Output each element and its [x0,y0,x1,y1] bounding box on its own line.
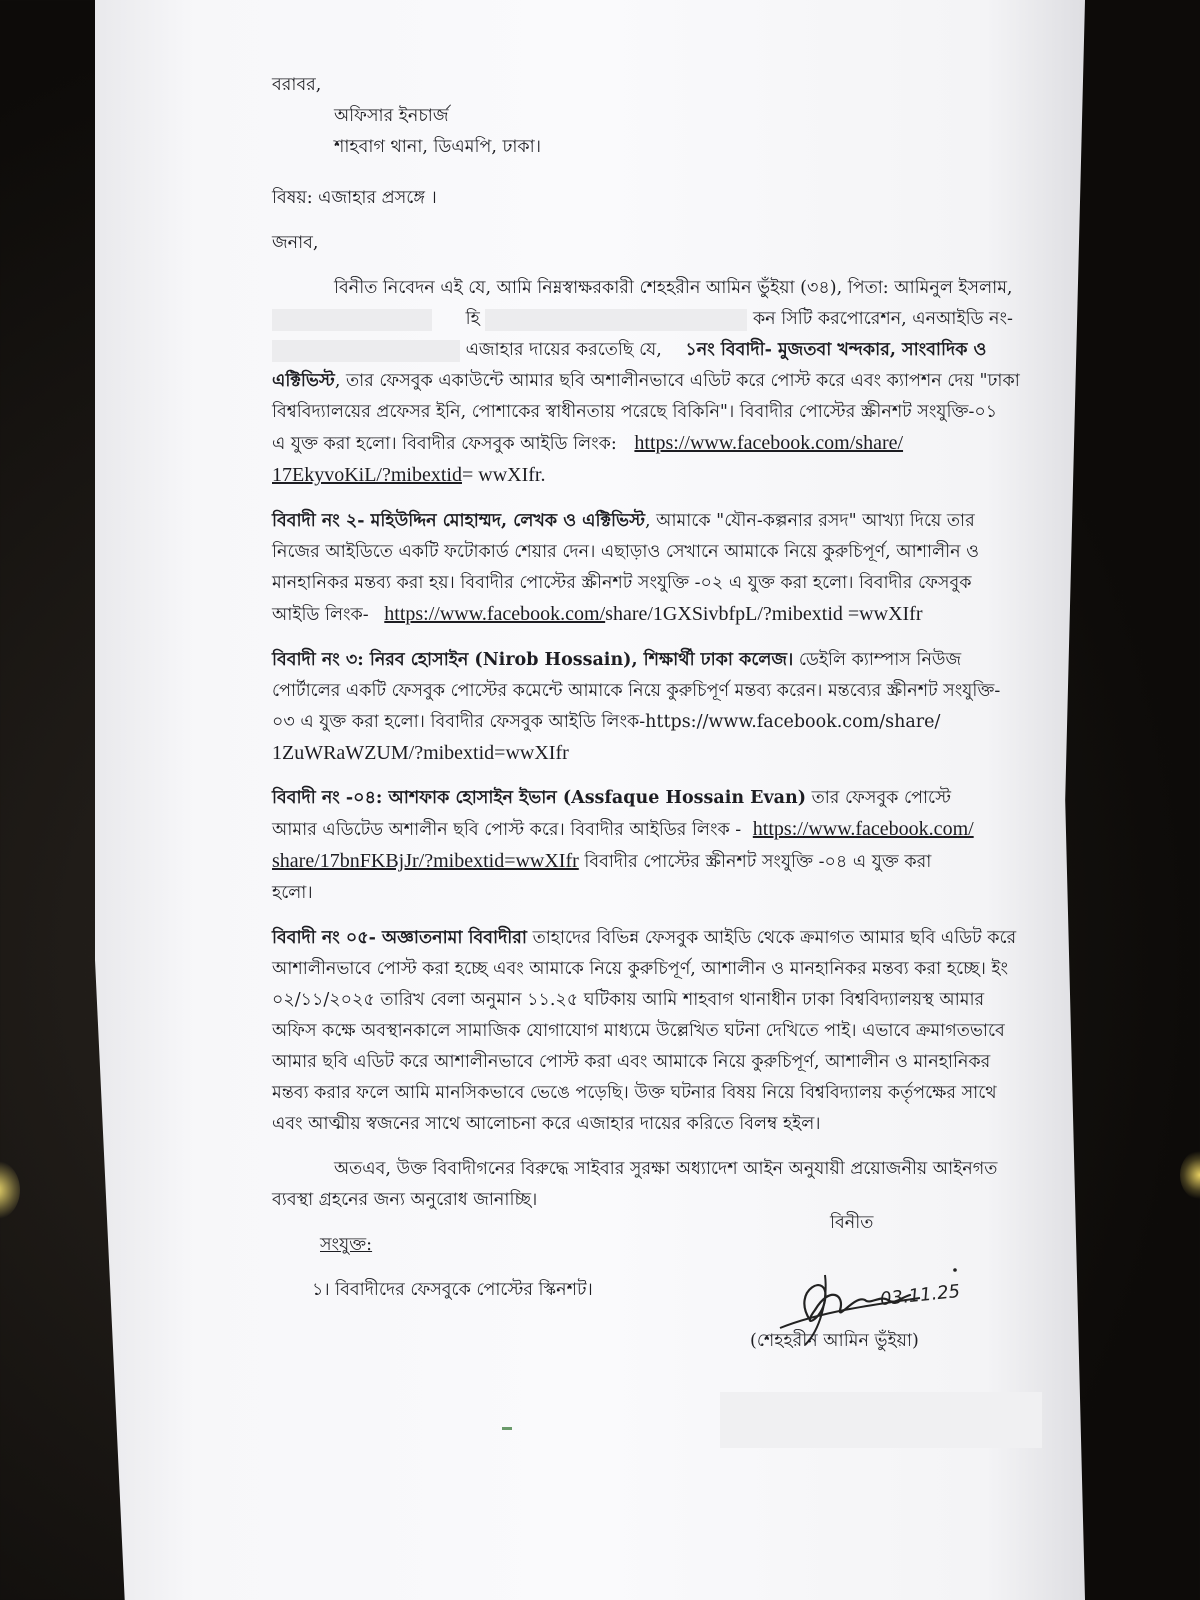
text-line: হলো। [272,883,313,903]
facebook-link[interactable]: https://www.facebook.com/ [752,818,974,840]
text-fragment: ডেইলি ক্যাম্পাস নিউজ [793,650,962,670]
text-line: আশালীনভাবে পোস্ট করা হচ্ছে এবং আমাকে নিয়ে কুরুচিপূর্ণ, আশালীন ও মানহানিকর মন্তব্য করা হচ্ছে। ইং [272,959,1009,979]
signature-date: 03.11.25 [879,1280,962,1311]
facebook-link[interactable]: 1ZuWRaWZUM/?mibextid=wwXIfr [272,742,569,764]
text-fragment: , আমাকে "যৌন-কল্পনার রসদ" আখ্যা দিয়ে তার [644,511,975,531]
paragraph-request [272,1154,1062,1216]
text-line: বিনীত নিবেদন এই যে, আমি নিম্নস্বাক্ষরকারী শেহহরীন আমিন ভুঁইয়া (৩৪), পিতা: আমিনুল ইসলাম, [334,278,1013,298]
text-fragment: share/1GXSivbfpL/?mibextid =wwXIfr [605,603,923,625]
text-fragment: বিবাদীর পোস্টের স্ক্রীনশট সংযুক্তি -০৪ এ যুক্ত করা [578,852,932,872]
attachments-label: সংযুক্ত: [320,1235,373,1255]
text-fragment: , তার ফেসবুক একাউন্টে আমার ছবি অশালীনভাবে এডিট করে পোস্ট করে এবং ক্যাপশন দেয় "ঢাকা [334,371,1020,391]
text-line: ০২/১১/২০২৫ তারিখ বেলা অনুমান ১১.২৫ ঘটিকায় আমি শাহবাগ থানাধীন ঢাকা বিশ্ববিদ্যালয়স্থ আমার [272,990,985,1010]
text-line [272,599,1062,631]
text-line: ০৩ এ যুক্ত করা হলো। বিবাদীর ফেসবুক আইডি লিংক-https://www.facebook.com/share/ [272,712,941,732]
text-line: অফিস কক্ষে অবস্থানকালে সামাজিক যোগাযোগ মাধ্যমে উল্লেখিত ঘটনা দেখিতে পাই। এভাবে ক্রমাগতভাবে [272,1021,1005,1041]
defendant-3-name: বিবাদী নং ৩: নিরব হোসাইন (Nirob Hossain), শিক্ষার্থী ঢাকা কলেজ। [272,650,794,670]
text-line: মন্তব্য করার ফলে আমি মানসিকভাবে ভেঙে পড়েছি। উক্ত ঘটনার বিষয় নিয়ে বিশ্ববিদ্যালয় কর্তৃপক্ষের সাথে [272,1083,997,1103]
salutation: জনাব, [272,233,319,253]
text-line: নিজের আইডিতে একটি ফটোকার্ড শেয়ার দেন। এছাড়াও সেখানে আমাকে নিয়ে কুরুচিপূর্ণ, আশালীন ও [272,542,980,562]
text-line: পোর্টালের একটি ফেসবুক পোস্টের কমেন্টে আমাকে নিয়ে কুরুচিপূর্ণ মন্তব্য করেন। মন্তব্যের স্ক্রীনশট সংযুক্তি- [272,681,1001,701]
subject-line: বিষয়: এজাহার প্রসঙ্গে । [272,188,437,208]
text-line: আমার ছবি এডিট করে আশালীনভাবে পোস্ট করা এবং আমাকে নিয়ে কুরুচিপূর্ণ, আশালীন ও মানহানিকর [272,1052,991,1072]
defendant-4-name: বিবাদী নং -০৪: আশফাক হোসাইন ইভান (Assfaque Hossain Evan) [272,788,807,808]
ink-mark [502,1427,512,1430]
recipient-title: অফিসার ইনচার্জ [334,106,449,126]
text-line: বিশ্ববিদ্যালয়ের প্রফেসর ইনি, পোশাকের স্বাধীনতায় পরেছে বিকিনি"। বিবাদীর পোস্টের স্ক্রীনশট সংযুক্তি-০১ [272,402,998,422]
text-fragment: আমার এডিটেড অশালীন ছবি পোস্ট করে। বিবাদীর আইডির লিংক - [272,820,742,840]
paragraph-complainant [272,273,1062,492]
paragraph-defendant-5 [272,923,1062,1140]
text-fragment: এক্টিভিস্ট [272,371,335,391]
facebook-link[interactable]: share/17bnFKBjJr/?mibextid=wwXIfr [272,850,579,872]
text-fragment: তাহাদের বিভিন্ন ফেসবুক আইডি থেকে ক্রমাগত আমার ছবি এডিট করে [527,928,1017,948]
paragraph-defendant-2 [272,506,1062,631]
text-fragment: হি [465,309,480,329]
letter-body [272,70,1062,1306]
text-line [272,335,1062,366]
redaction-block [720,1392,1042,1448]
defendant-2-name: বিবাদী নং ২- মহিউদ্দিন মোহাম্মদ, লেখক ও এক্টিভিস্ট [272,511,645,531]
text-line: মানহানিকর মন্তব্য করা হয়। বিবাদীর পোস্টের স্ক্রীনশট সংযুক্তি -০২ এ যুক্ত করা হলো। বিবাদীর ফেসবুক [272,573,972,593]
signer-name: (শেহহরীন আমিন ভুঁইয়া) [750,1331,919,1351]
text-line [272,366,1062,397]
text-line [272,428,1062,460]
text-line: এবং আত্মীয় স্বজনের সাথে আলোচনা করে এজাহার দায়ের করিতে বিলম্ব হইল। [272,1114,821,1134]
defendant-1-name: ১নং বিবাদী- মুজতবা খন্দকার, সাংবাদিক ও [685,340,987,360]
text-line [272,814,1062,846]
facebook-link[interactable]: https://www.facebook.com/ [384,603,606,625]
facebook-link[interactable]: https://www.facebook.com/share/ [634,432,904,454]
attachment-item: ১। বিবাদীদের ফেসবুকে পোস্টের স্কিনশট। [312,1280,593,1300]
text-line [272,923,1062,954]
background-light [1180,1150,1200,1200]
redaction-block [272,340,460,362]
text-fragment: তার ফেসবুক পোস্টে [806,788,951,808]
defendant-5-name: বিবাদী নং ০৫- অজ্ঞাতনামা বিবাদীরা [272,928,527,948]
paragraph-defendant-4 [272,783,1062,909]
text-fragment: কন সিটি করপোরেশন, এনআইডি নং- [752,309,1013,329]
text-line [272,460,1062,492]
text-line [272,846,1062,878]
paragraph-defendant-3 [272,645,1062,769]
recipient-address: শাহবাগ থানা, ডিএমপি, ঢাকা। [334,137,542,157]
facebook-link[interactable]: 17EkyvoKiL/?mibextid [272,464,462,486]
text-fragment: এজাহার দায়ের করতেছি যে, [465,340,662,360]
text-line: ব্যবস্থা গ্রহনের জন্য অনুরোধ জানাচ্ছি। [272,1190,538,1210]
text-line [272,783,1062,814]
redaction-block [485,309,747,331]
text-fragment: = wwXIfr. [461,464,546,486]
text-fragment: আইডি লিংক- [272,605,369,625]
text-line [272,645,1062,676]
text-fragment: এ যুক্ত করা হলো। বিবাদীর ফেসবুক আইডি লিংক: [272,434,617,454]
redaction-block [272,309,432,331]
to-label: বরাবর, [272,75,322,95]
background-light [0,1160,20,1220]
text-line [272,304,1062,335]
closing-text: বিনীত [830,1213,874,1233]
text-line [272,506,1062,537]
text-line: অতএব, উক্ত বিবাদীগনের বিরুদ্ধে সাইবার সুরক্ষা অধ্যাদেশ আইন অনুযায়ী প্রয়োজনীয় আইনগত [334,1159,998,1179]
